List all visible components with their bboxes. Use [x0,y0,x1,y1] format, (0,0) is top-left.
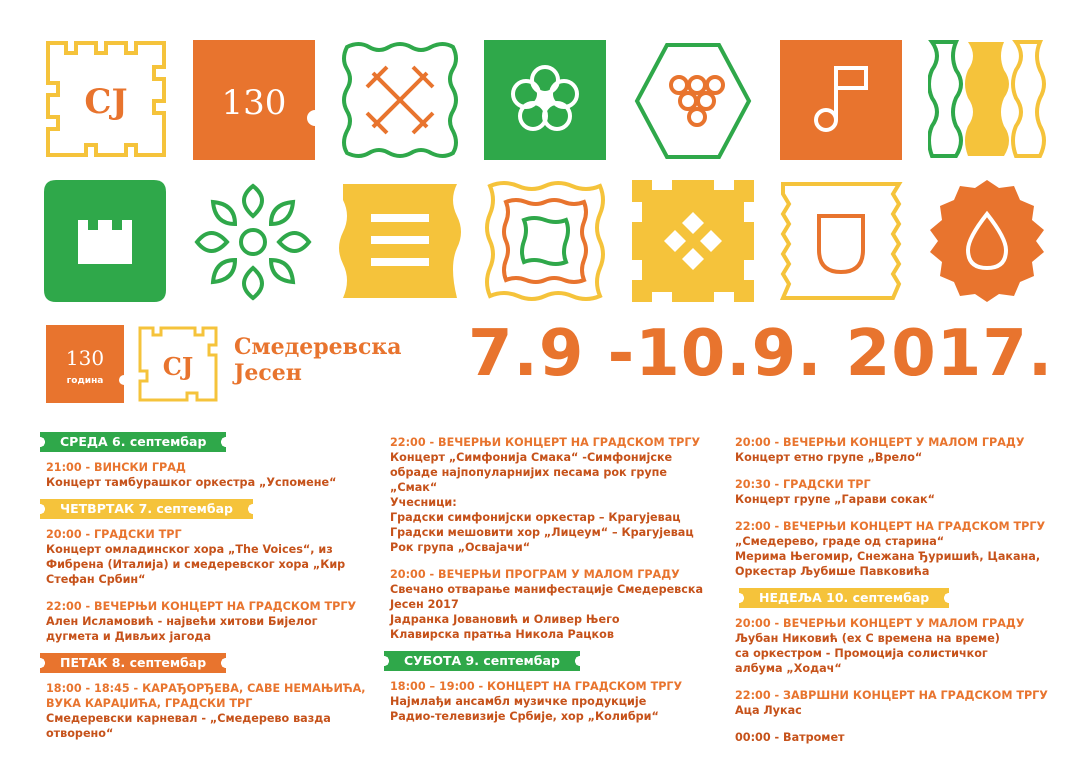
event-item [390,679,710,724]
event-desc: „Смак“ [390,481,438,494]
program-column-3 [735,435,1065,757]
event-desc: Љубан Никовић (ex С времена на време) [735,632,1000,645]
event-title: 18:00 - 18:45 - КАРАЂОРЂЕВА, САВЕ НЕМАЊИЋА, [46,682,366,695]
flower-icon [484,40,606,160]
program-column-1 [46,432,366,753]
festival-name [234,334,401,386]
event-desc: Оркестар Љубише Павковића [735,565,930,578]
cj-logo-icon [137,325,219,403]
date-range: 7.9 -10.9. 2017. [468,317,1054,391]
event-item [46,460,366,490]
event-title: 20:00 - ВЕЧЕРЊИ КОНЦЕРТ У МАЛОМ ГРАДУ [735,617,1025,630]
event-desc: Јесен 2017 [390,598,459,611]
event-desc: „Смедерево, граде од старина“ [735,535,945,548]
event-title: 18:00 – 19:00 - КОНЦЕРТ НА ГРАДСКОМ ТРГУ [390,680,683,693]
event-title: 00:00 - Ватромет [735,731,845,744]
event-item [735,477,1065,507]
event-title: 20:30 - ГРАДСКИ ТРГ [735,478,871,491]
cj-stamp-icon [44,39,168,159]
event-desc: Концерт омладинског хора „The Voices“, из [46,543,333,556]
event-desc: Концерт тамбурашког оркестра „Успомене“ [46,476,337,489]
fortress-icon [44,180,166,302]
day-banner-wednesday: СРЕДА 6. септембар [46,432,220,452]
event-item [735,688,1065,718]
event-desc: Градски симфонијски оркестар – Крагујевац [390,511,681,524]
event-title: 22:00 - ВЕЧЕРЊИ КОНЦЕРТ НА ГРАДСКОМ ТРГУ [46,600,357,613]
day-banner-saturday: СУБОТА 9. септембар [390,651,574,671]
event-title: ВУКА КАРАЏИЋА, ГРАДСКИ ТРГ [46,697,253,710]
event-desc: обраде најпопуларнијих песама рок групе [390,466,667,479]
festival-name-line1: Смедеревска [234,334,402,360]
wavy-stripes-icon [928,38,1048,162]
event-item [46,599,366,644]
event-item [735,730,1065,745]
event-desc: Мерима Његомир, Снежана Ђуришић, Цакана, [735,550,1041,563]
shield-icon [779,180,903,302]
event-desc: Концерт „Симфонија Смака“ -Симфонијске [390,451,673,464]
svg-text:CJ: CJ [84,82,128,122]
ornament-icon [191,180,315,304]
event-title: 22:00 - ЗАВРШНИ КОНЦЕРТ НА ГРАДСКОМ ТРГУ [735,689,1048,702]
event-desc: Концерт етно групе „Врело“ [735,451,923,464]
event-item [46,681,366,741]
130-badge-icon [193,40,315,160]
event-title: 20:00 - ГРАДСКИ ТРГ [46,528,182,541]
130-years-badge [46,325,124,403]
event-desc: Ален Исламовић - највећи хитови Бијелог [46,615,318,628]
svg-text:130: 130 [65,346,105,370]
program-column-2 [390,435,710,736]
event-desc: Свечано отварање манифестације Смедеревска [390,583,704,596]
day-banner-thursday: ЧЕТВРТАК 7. септембар [46,499,247,519]
grapes-icon [631,39,755,163]
event-item [735,616,1065,676]
event-desc: Стефан Србин“ [46,573,146,586]
music-note-icon [780,40,902,160]
event-title: 20:00 - ВЕЧЕРЊИ ПРОГРАМ У МАЛОМ ГРАДУ [390,568,680,581]
event-item [390,435,710,555]
day-banner-friday: ПЕТАК 8. септембар [46,653,220,673]
festival-name-line2: Јесен [234,360,302,386]
event-desc: Концерт групе „Гарави сокак“ [735,493,935,506]
event-desc: Фибрена (Италија) и смедеревског хора „Кир [46,558,346,571]
event-desc: Јадранка Јовановић и Оливер Њего [390,613,620,626]
bars-icon [339,180,461,302]
event-item [735,435,1065,465]
event-item [46,527,366,587]
event-desc: Градски мешовити хор „Лицеум“ – Крагујевац [390,526,694,539]
svg-text:130: 130 [221,83,287,123]
event-item [390,567,710,642]
event-desc: Смедеревски карневал - „Смедерево вазда отворено“ [46,712,331,740]
event-title: 21:00 - ВИНСКИ ГРАД [46,461,186,474]
square-ornament-icon [484,180,606,302]
event-title: 22:00 - ВЕЧЕРЊИ КОНЦЕРТ НА ГРАДСКОМ ТРГУ [735,520,1046,533]
event-desc: са оркестром - Промоција солистичког [735,647,988,660]
event-title: 22:00 - ВЕЧЕРЊИ КОНЦЕРТ НА ГРАДСКОМ ТРГУ [390,436,701,449]
event-desc: Радио-телевизије Србије, хор „Колибри“ [390,710,659,723]
diamond-pattern-icon [632,180,754,302]
cross-pattern-icon [339,39,461,161]
water-drop-icon [924,178,1050,304]
day-banner-sunday: НЕДЕЉА 10. септембар [745,588,943,608]
svg-text:CJ: CJ [162,352,194,381]
event-title: 20:00 - ВЕЧЕРЊИ КОНЦЕРТ У МАЛОМ ГРАДУ [735,436,1025,449]
event-item [735,519,1065,579]
event-desc: дугмета и Дивљих јагода [46,630,211,643]
event-desc: Најмлађи ансамбл музичке продукције [390,695,647,708]
event-desc: Клавирска пратња Никола Рацков [390,628,614,641]
svg-text:година: година [66,376,104,386]
event-desc: Учесници: [390,496,457,509]
event-desc: албума „Ходач“ [735,662,842,675]
event-desc: Рок група „Освајачи“ [390,541,531,554]
event-desc: Аца Лукас [735,704,802,717]
